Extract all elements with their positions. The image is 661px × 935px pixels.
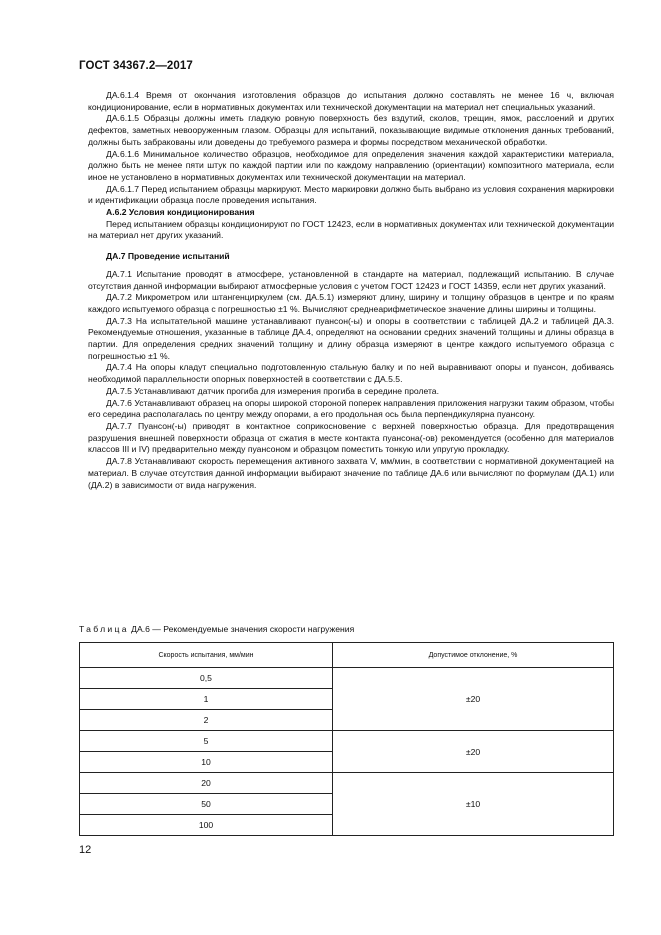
paragraph-da-7-6: ДА.7.6 Устанавливают образец на опоры широкой стороной поперек направления приложения нагрузки таким образом, чтобы его середина располагалась по центру между опорами, а его продольная ось была перпендикулярна пуансону. [88,397,614,420]
table-caption-title: ДА.6 — Рекомендуемые значения скорости нагружения [128,624,355,634]
paragraph-da-7-7: ДА.7.7 Пуансон(-ы) приводят в контактное соприкосновение с верхней поверхностью образца. Для предотвращения разрушения внешней поверхности образца от сжатия в месте контакта пуансона(-ов) рекомендуется (особенно для материалов классов III и IV) предварительно между пуансоном и образцом поместить тонкую или упругую прокладку. [88,420,614,455]
document-body [88,90,614,491]
speed-cell: 1 [80,689,333,710]
speed-table [79,642,614,836]
speed-cell: 5 [80,731,333,752]
speed-cell: 10 [80,752,333,773]
table-header-row [80,643,614,668]
paragraph-da-6-1-7: ДА.6.1.7 Перед испытанием образцы маркируют. Место маркировки должно быть выбрано из условия сохранения маркировки и идентификации образца после проведения испытания. [88,183,614,206]
paragraph-da-7-2: ДА.7.2 Микрометром или штангенциркулем (см. ДА.5.1) измеряют длину, ширину и толщину образцов в центре и по краям каждого испытуемого образца с погрешностью ±1 %. Вычисляют среднеарифметическое значение длины ширины и толщины. [88,292,614,314]
table-caption-label: Таблица [79,624,129,634]
tolerance-cell: ±20 [333,731,614,773]
paragraph-da-7-5: ДА.7.5 Устанавливают датчик прогиба для измерения прогиба в середине пролета. [106,385,439,396]
table-row [80,773,614,794]
paragraph-a-6-2: Перед испытанием образцы кондиционируют по ГОСТ 12423, если в нормативных документах или технической документации на материал нет других указаний. [88,218,614,241]
table-row [80,668,614,689]
tolerance-cell: ±20 [333,668,614,731]
heading-da-7: ДА.7 Проведение испытаний [106,251,230,262]
speed-cell: 0,5 [80,668,333,689]
paragraph-da-6-1-6: ДА.6.1.6 Минимальное количество образцов, необходимое для определения значения каждой характеристики материала, должно быть не менее пяти штук по каждой партии или по каждому направлению (ориентации) композитного материала, если иное не установлено в нормативных документах или технической документации на материал. [88,148,614,182]
heading-a-6-2: А.6.2 Условия кондиционирования [106,207,255,218]
table-row [80,731,614,752]
paragraph-da-7-8: ДА.7.8 Устанавливают скорость перемещения активного захвата V, мм/мин, в соответствии с нормативной документацией на материал. В случае отсутствия данной информации выбирают значение по таблице ДА.6 или вычисляют по формулам (ДА.1) или (ДА.2) в зависимости от вида нагружения. [88,456,614,490]
page-number: 12 [79,844,92,856]
paragraph-da-7-1: ДА.7.1 Испытание проводят в атмосфере, установленной в стандарте на материал, подлежащий испытанию. В случае отсутствия данной информации выбирают атмосферные условия с учетом ГОСТ 12423 и ГОСТ 14359, если нет других указаний. [88,268,614,291]
paragraph-da-7-3: ДА.7.3 На испытательной машине устанавливают пуансон(-ы) и опоры в соответствии с таблицей ДА.2 и таблицей ДА.3. Рекомендуемые отношения, указанные в таблице ДА.4, определяют на основании средних значений толщины и длины образца в партии. Для определения средних значений толщину и длину образца измеряют в центре каждого испытуемого образца с погрешностью ±1 %. [88,315,614,361]
speed-cell: 20 [80,773,333,794]
speed-cell: 100 [80,815,333,836]
paragraph-da-7-4: ДА.7.4 На опоры кладут специально подготовленную стальную балку и по ней выравнивают опоры и пуансон, добиваясь необходимой параллельности опорных поверхностей в соответствии с ДА.5.5. [88,362,614,385]
paragraph-da-6-1-4: ДА.6.1.4 Время от окончания изготовления образцов до испытания должно составлять не менее 16 ч, включая кондиционирование, если в нормативных документах или технической документации на материал нет специальных указаний. [88,90,614,112]
document-header: ГОСТ 34367.2—2017 [79,60,193,72]
table-caption [79,624,354,634]
column-header-speed: Скорость испытания, мм/мин [80,643,333,668]
column-header-tolerance: Допустимое отклонение, % [333,643,614,668]
tolerance-cell: ±10 [333,773,614,836]
paragraph-da-6-1-5: ДА.6.1.5 Образцы должны иметь гладкую ровную поверхность без вздутий, сколов, трещин, ямок, расслоений и других дефектов, заметных невооруженным глазом. Образцы для испытаний, показывающие видимые отклонения данных требований, должны быть забракованы или доведены до требуемого размера и формы посредством механической обработки. [88,113,614,147]
speed-cell: 2 [80,710,333,731]
speed-cell: 50 [80,794,333,815]
